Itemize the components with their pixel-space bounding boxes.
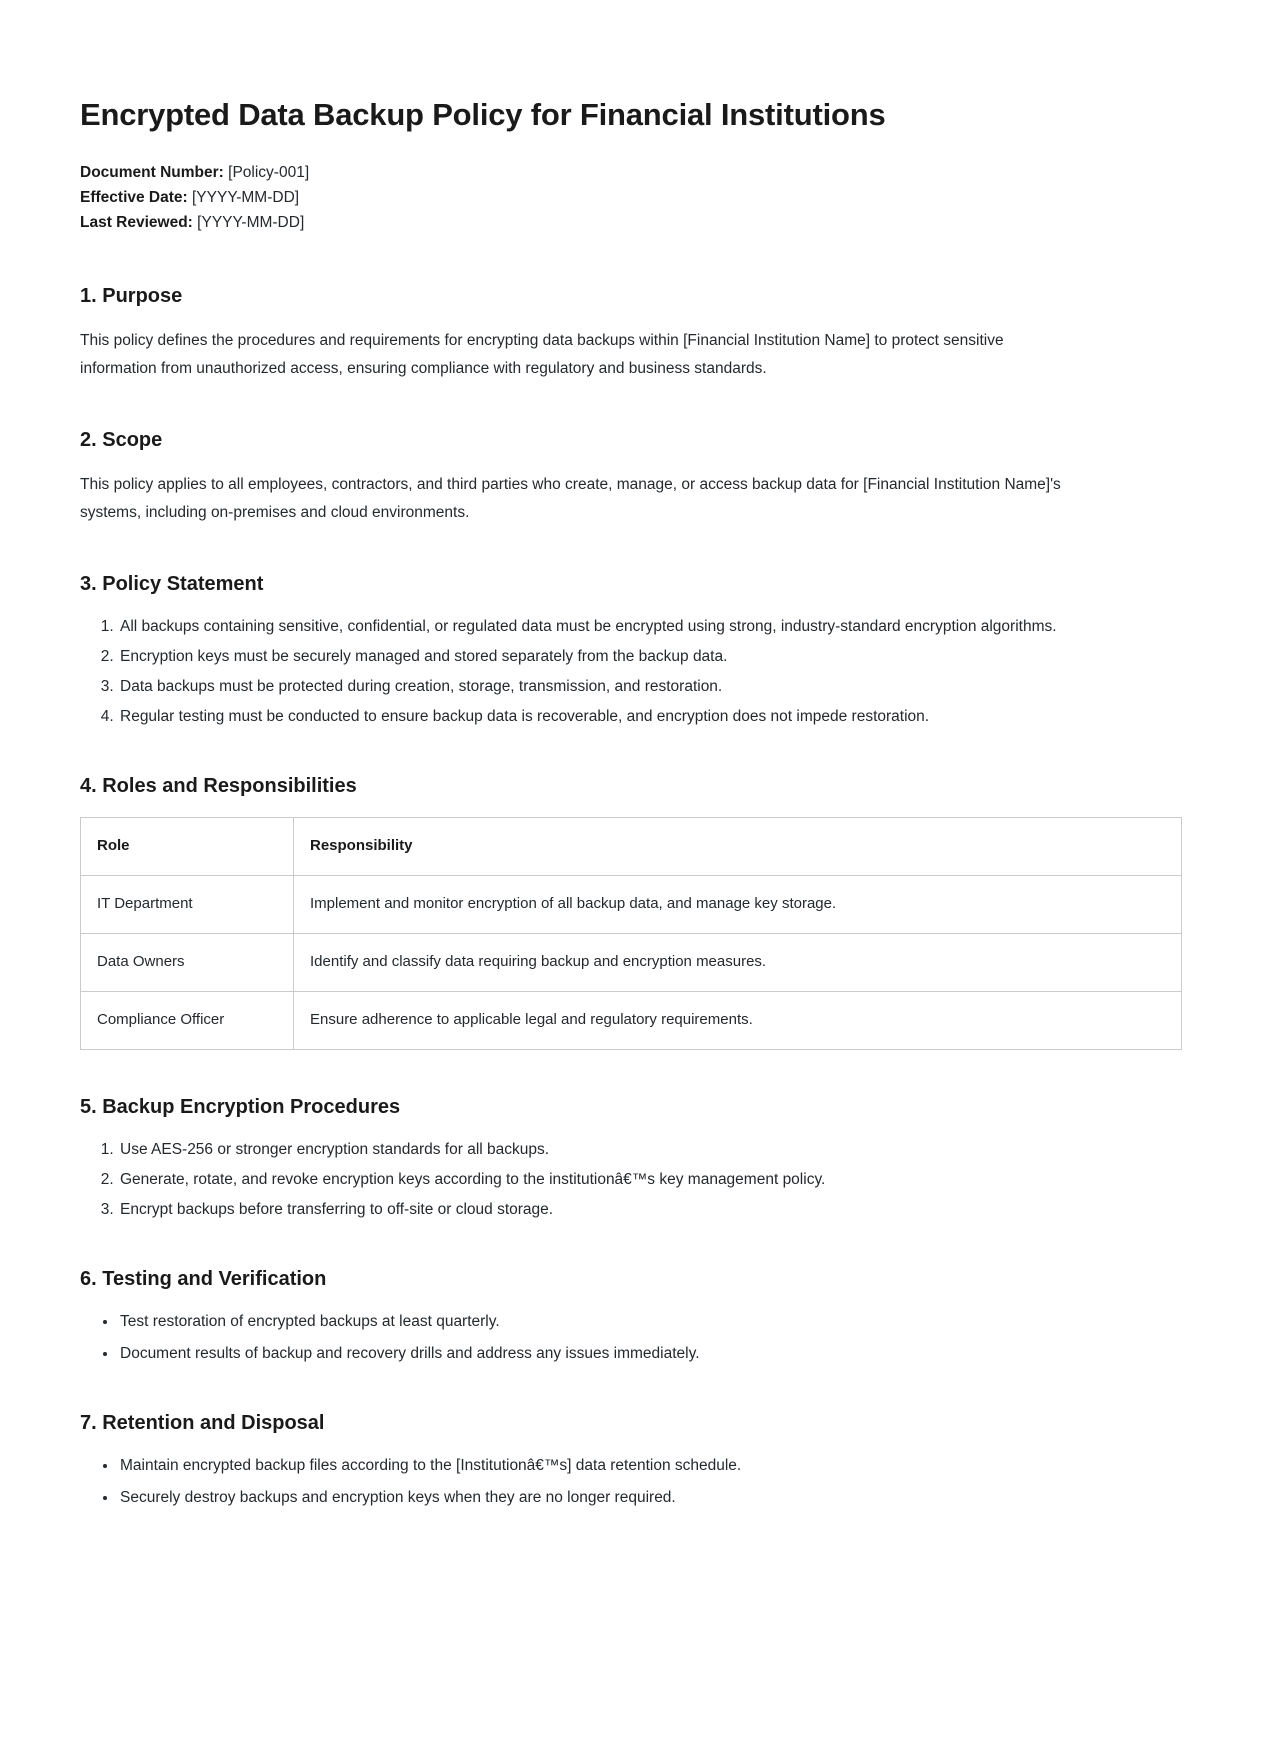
testing-verification-list: [80, 1310, 1181, 1366]
metadata-row-last-reviewed: [80, 211, 1181, 235]
section-heading-purpose: 1. Purpose: [80, 284, 183, 307]
metadata-value: [YYYY-MM-DD]: [192, 188, 300, 206]
table-row: [81, 991, 1182, 1049]
metadata-label: Last Reviewed:: [80, 213, 193, 231]
list-item: 2. Encryption keys must be securely managed and stored separately from the backup data.: [118, 645, 1181, 669]
list-item: • Securely destroy backups and encryption keys when they are no longer required.: [118, 1486, 1181, 1510]
table-row: [81, 875, 1182, 933]
section-heading-policy-statement: 3. Policy Statement: [80, 572, 264, 595]
section-heading-retention-disposal: 7. Retention and Disposal: [80, 1411, 325, 1434]
page-title: Encrypted Data Backup Policy for Financial Institutions: [80, 97, 886, 132]
list-item: 3. Encrypt backups before transferring to off-site or cloud storage.: [118, 1198, 1181, 1222]
section-paragraph-scope: This policy applies to all employees, contractors, and third parties who create, manage, or access backup data for [Financial Institution Name]'s systems, including on-premises and cloud environments.: [80, 475, 1061, 521]
cell-role: Data Owners: [81, 933, 294, 991]
metadata-value: [YYYY-MM-DD]: [197, 213, 305, 231]
cell-responsibility: Identify and classify data requiring backup and encryption measures.: [294, 933, 1182, 991]
retention-disposal-list: [80, 1454, 1181, 1510]
list-item: 2. Generate, rotate, and revoke encryption keys according to the institutionâ€™s key management policy.: [118, 1168, 1181, 1192]
table-row: [81, 933, 1182, 991]
list-item: 1. Use AES-256 or stronger encryption standards for all backups.: [118, 1138, 1181, 1162]
section-heading-testing-verification: 6. Testing and Verification: [80, 1267, 327, 1290]
backup-encryption-procedures-list: [80, 1138, 1181, 1222]
metadata-row-effective-date: [80, 186, 1181, 210]
column-header-responsibility: Responsibility: [294, 817, 1182, 875]
policy-statement-list: [80, 615, 1181, 729]
document-metadata: [80, 161, 1181, 235]
list-item: 1. All backups containing sensitive, confidential, or regulated data must be encrypted using strong, industry-standard encryption algorithms.: [118, 615, 1181, 639]
section-heading-scope: 2. Scope: [80, 428, 163, 451]
list-item: • Maintain encrypted backup files according to the [Institutionâ€™s] data retention schedule.: [118, 1454, 1181, 1478]
cell-role: IT Department: [81, 875, 294, 933]
list-item: • Document results of backup and recovery drills and address any issues immediately.: [118, 1342, 1181, 1366]
metadata-value: [Policy-001]: [228, 163, 310, 181]
section-heading-backup-encryption-procedures: 5. Backup Encryption Procedures: [80, 1095, 401, 1118]
metadata-label: Document Number:: [80, 163, 224, 181]
metadata-row-document-number: [80, 161, 1181, 185]
list-item: • Test restoration of encrypted backups at least quarterly.: [118, 1310, 1181, 1334]
list-item: 3. Data backups must be protected during creation, storage, transmission, and restoration.: [118, 675, 1181, 699]
cell-responsibility: Ensure adherence to applicable legal and regulatory requirements.: [294, 991, 1182, 1049]
column-header-role: Role: [81, 817, 294, 875]
section-paragraph-purpose: This policy defines the procedures and requirements for encrypting data backups within [Financial Institution Name] to protect sensitive information from unauthorized access, ensuring compliance with regulatory and business standards.: [80, 331, 1004, 377]
roles-responsibilities-table: [80, 817, 1182, 1050]
table-header-row: [81, 817, 1182, 875]
cell-role: Compliance Officer: [81, 991, 294, 1049]
cell-responsibility: Implement and monitor encryption of all backup data, and manage key storage.: [294, 875, 1182, 933]
list-item: 4. Regular testing must be conducted to ensure backup data is recoverable, and encryption does not impede restoration.: [118, 705, 1181, 729]
section-heading-roles-responsibilities: 4. Roles and Responsibilities: [80, 774, 357, 797]
metadata-label: Effective Date:: [80, 188, 188, 206]
